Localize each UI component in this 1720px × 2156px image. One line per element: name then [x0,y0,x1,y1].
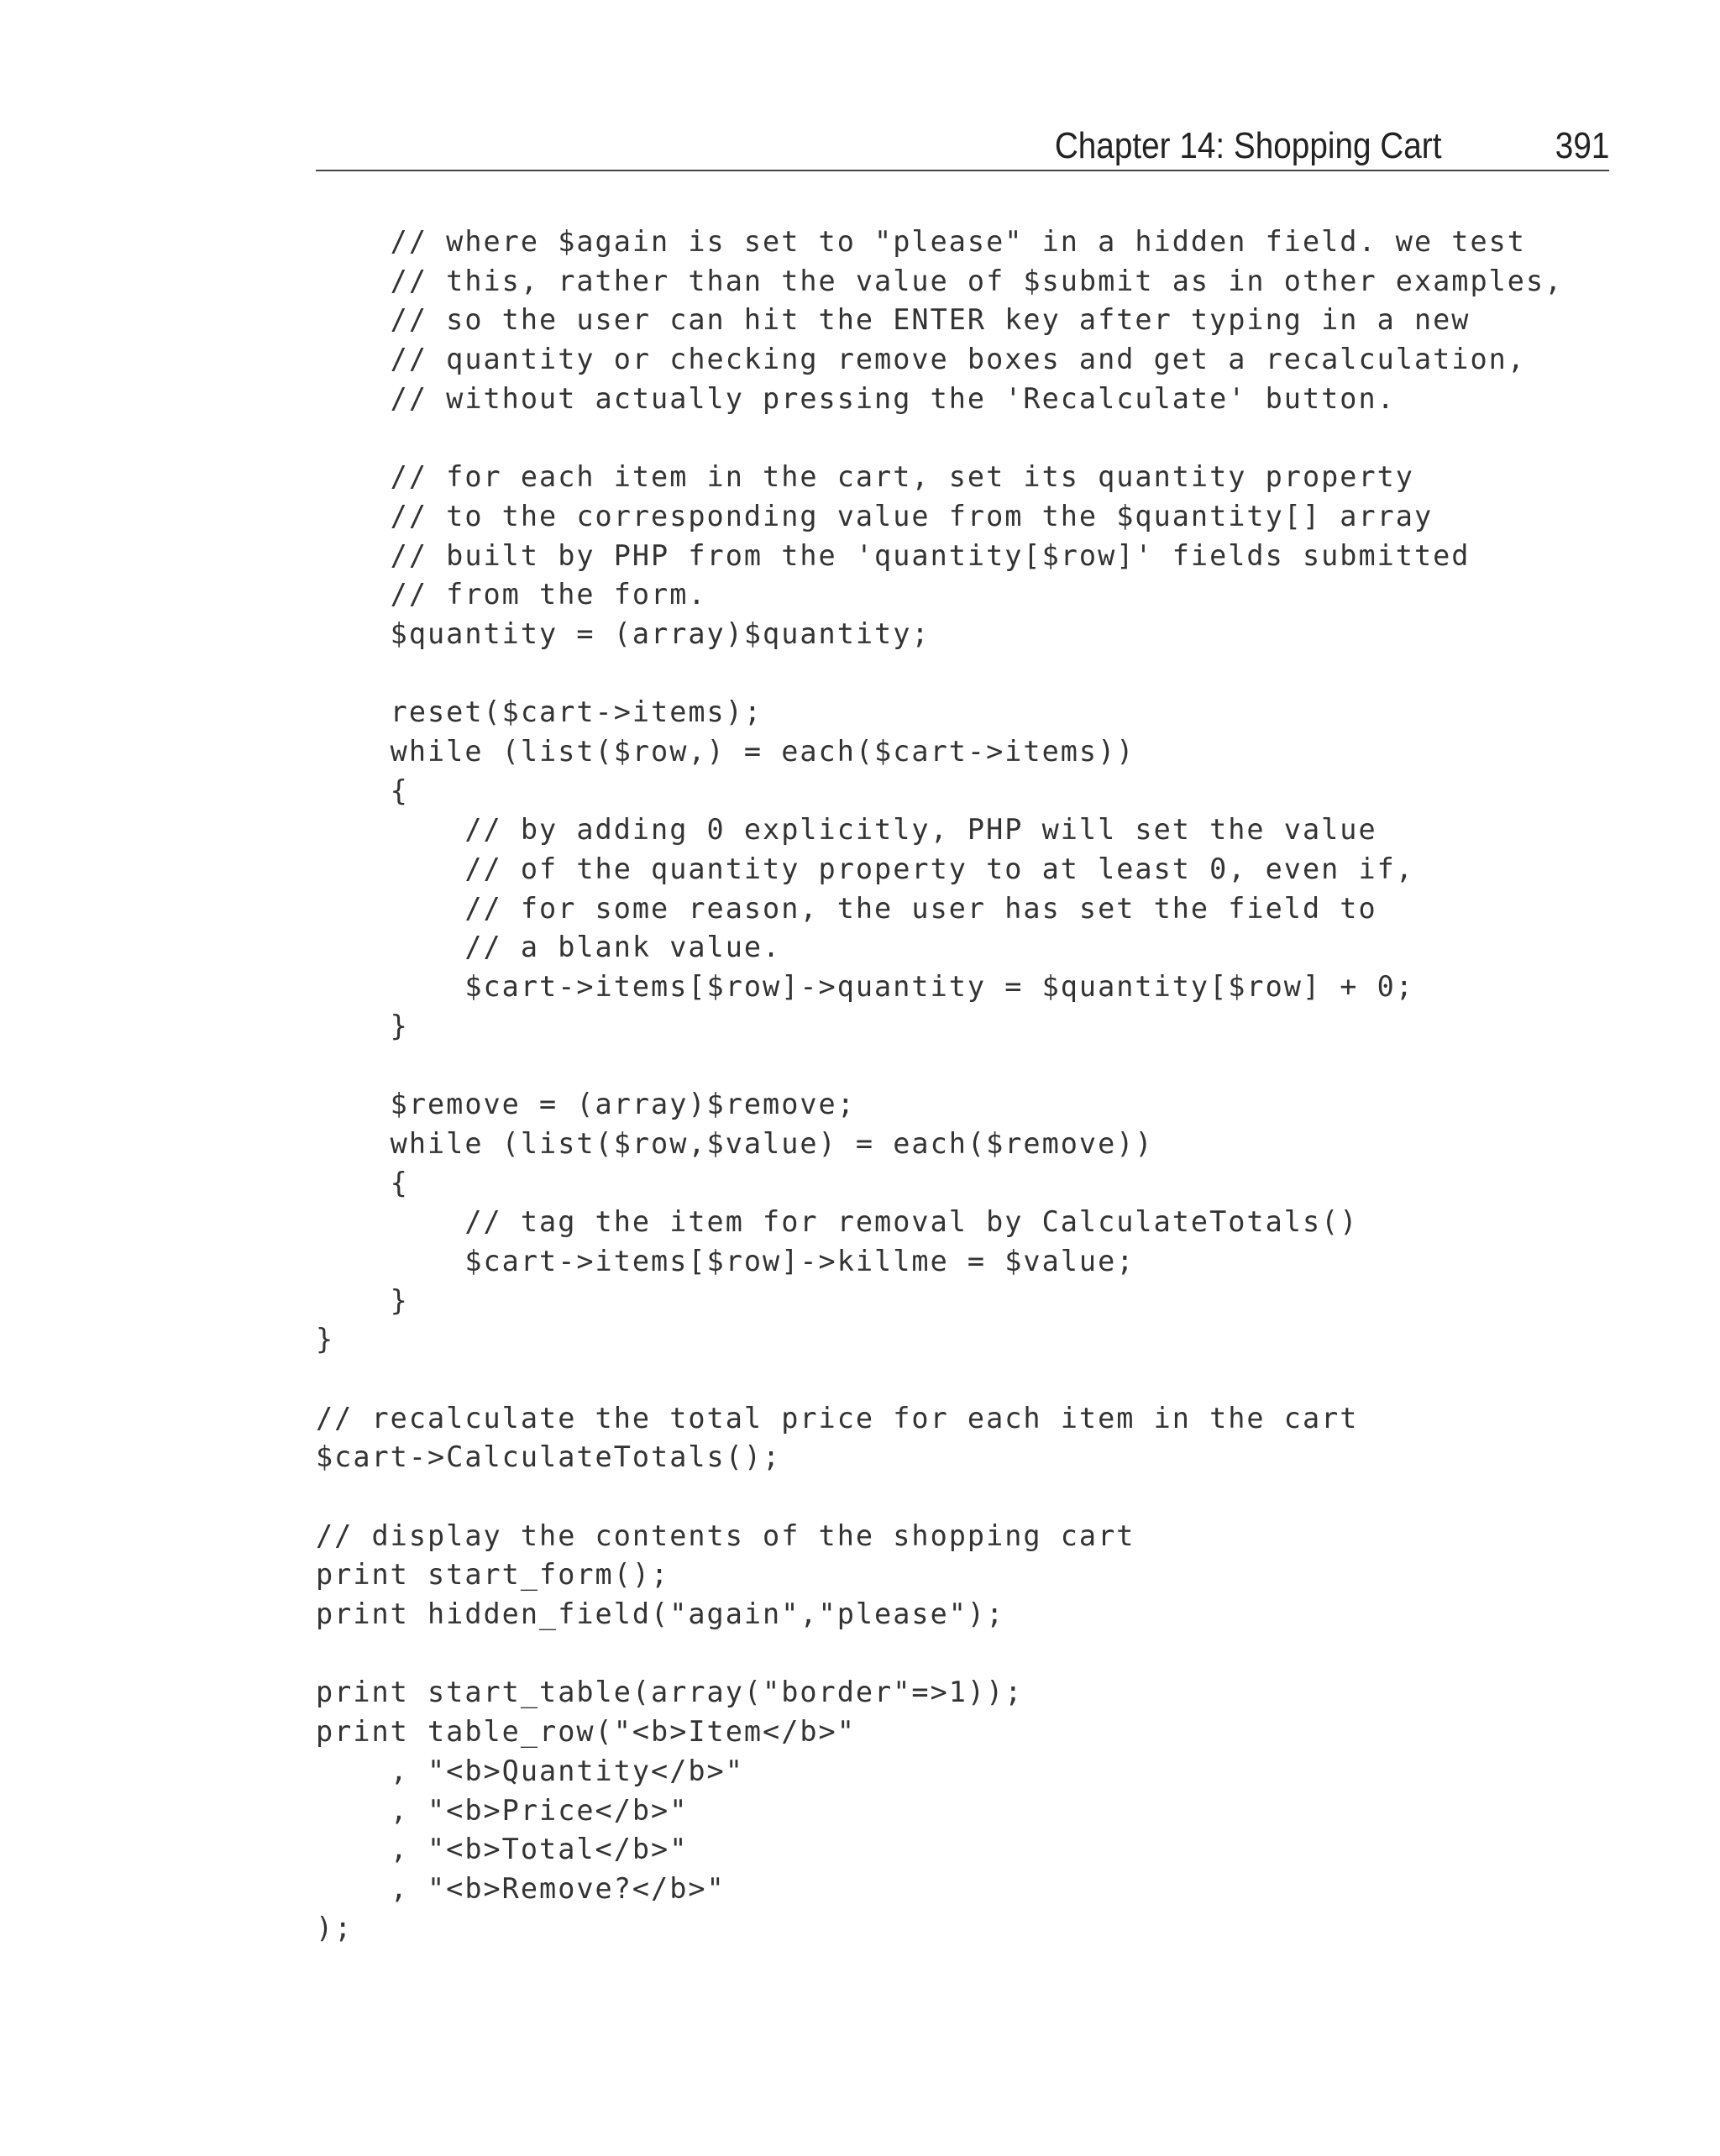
code-line: // where $again is set to "please" in a hidden field. we test [316,225,1526,258]
code-line: , "<b>Remove?</b>" [316,1871,726,1905]
page-number: 391 [1555,125,1609,166]
code-line: $quantity = (array)$quantity; [316,616,931,650]
code-line: // quantity or checking remove boxes and get a recalculation, [316,343,1526,376]
code-line: // to the corresponding value from the $quantity[] array [316,499,1434,532]
code-line: print hidden_field("again","please"); [316,1597,1005,1631]
code-line: // so the user can hit the ENTER key after typing in a new [316,303,1471,337]
code-line: print table_row("<b>Item</b>" [316,1715,856,1749]
code-listing [316,223,1626,1948]
code-line: // of the quantity property to at least 0, even if, [316,852,1414,885]
code-line: print start_form(); [316,1558,670,1592]
code-line [316,1046,1626,1085]
chapter-title: Chapter 14: Shopping Cart [1054,125,1441,166]
code-line: // tag the item for removal by CalculateTotals() [316,1205,1359,1239]
code-line [316,654,1626,694]
code-line: , "<b>Quantity</b>" [316,1754,744,1787]
code-line: // for some reason, the user has set the field to [316,891,1377,925]
code-line: // built by PHP from the 'quantity[$row]' fields submitted [316,538,1471,572]
code-line: // without actually pressing the 'Recalculate' button. [316,381,1396,415]
code-line: $cart->CalculateTotals(); [316,1440,782,1474]
code-line: // display the contents of the shopping cart [316,1519,1135,1552]
code-line: } [316,1323,335,1356]
code-line: { [316,774,409,807]
code-line: { [316,1166,409,1199]
code-line: $cart->items[$row]->killme = $value; [316,1244,1135,1277]
code-line: while (list($row,$value) = each($remove)) [316,1126,1154,1160]
code-line: while (list($row,) = each($cart->items)) [316,734,1135,768]
code-line: // recalculate the total price for each item in the cart [316,1401,1359,1435]
code-line: $cart->items[$row]->quantity = $quantity[$row] + 0; [316,970,1414,1004]
code-line: // by adding 0 explicitly, PHP will set the value [316,813,1377,847]
code-line: // for each item in the cart, set its quantity property [316,460,1414,494]
code-line: // a blank value. [316,931,782,964]
code-line: } [316,1283,409,1317]
code-line [316,1477,1626,1517]
code-line: print start_table(array("border"=>1)); [316,1676,1024,1709]
code-line: // this, rather than the value of $submit as in other examples, [316,264,1564,297]
code-line [316,418,1626,458]
code-line: $remove = (array)$remove; [316,1088,856,1121]
code-line [316,1634,1626,1674]
code-line [316,1360,1626,1399]
code-line: , "<b>Total</b>" [316,1833,689,1866]
code-line: ); [316,1911,354,1944]
code-line: // from the form. [316,578,707,611]
code-line: } [316,1009,409,1042]
running-header [316,118,1609,171]
code-line: , "<b>Price</b>" [316,1793,689,1827]
code-line: reset($cart->items); [316,695,763,729]
